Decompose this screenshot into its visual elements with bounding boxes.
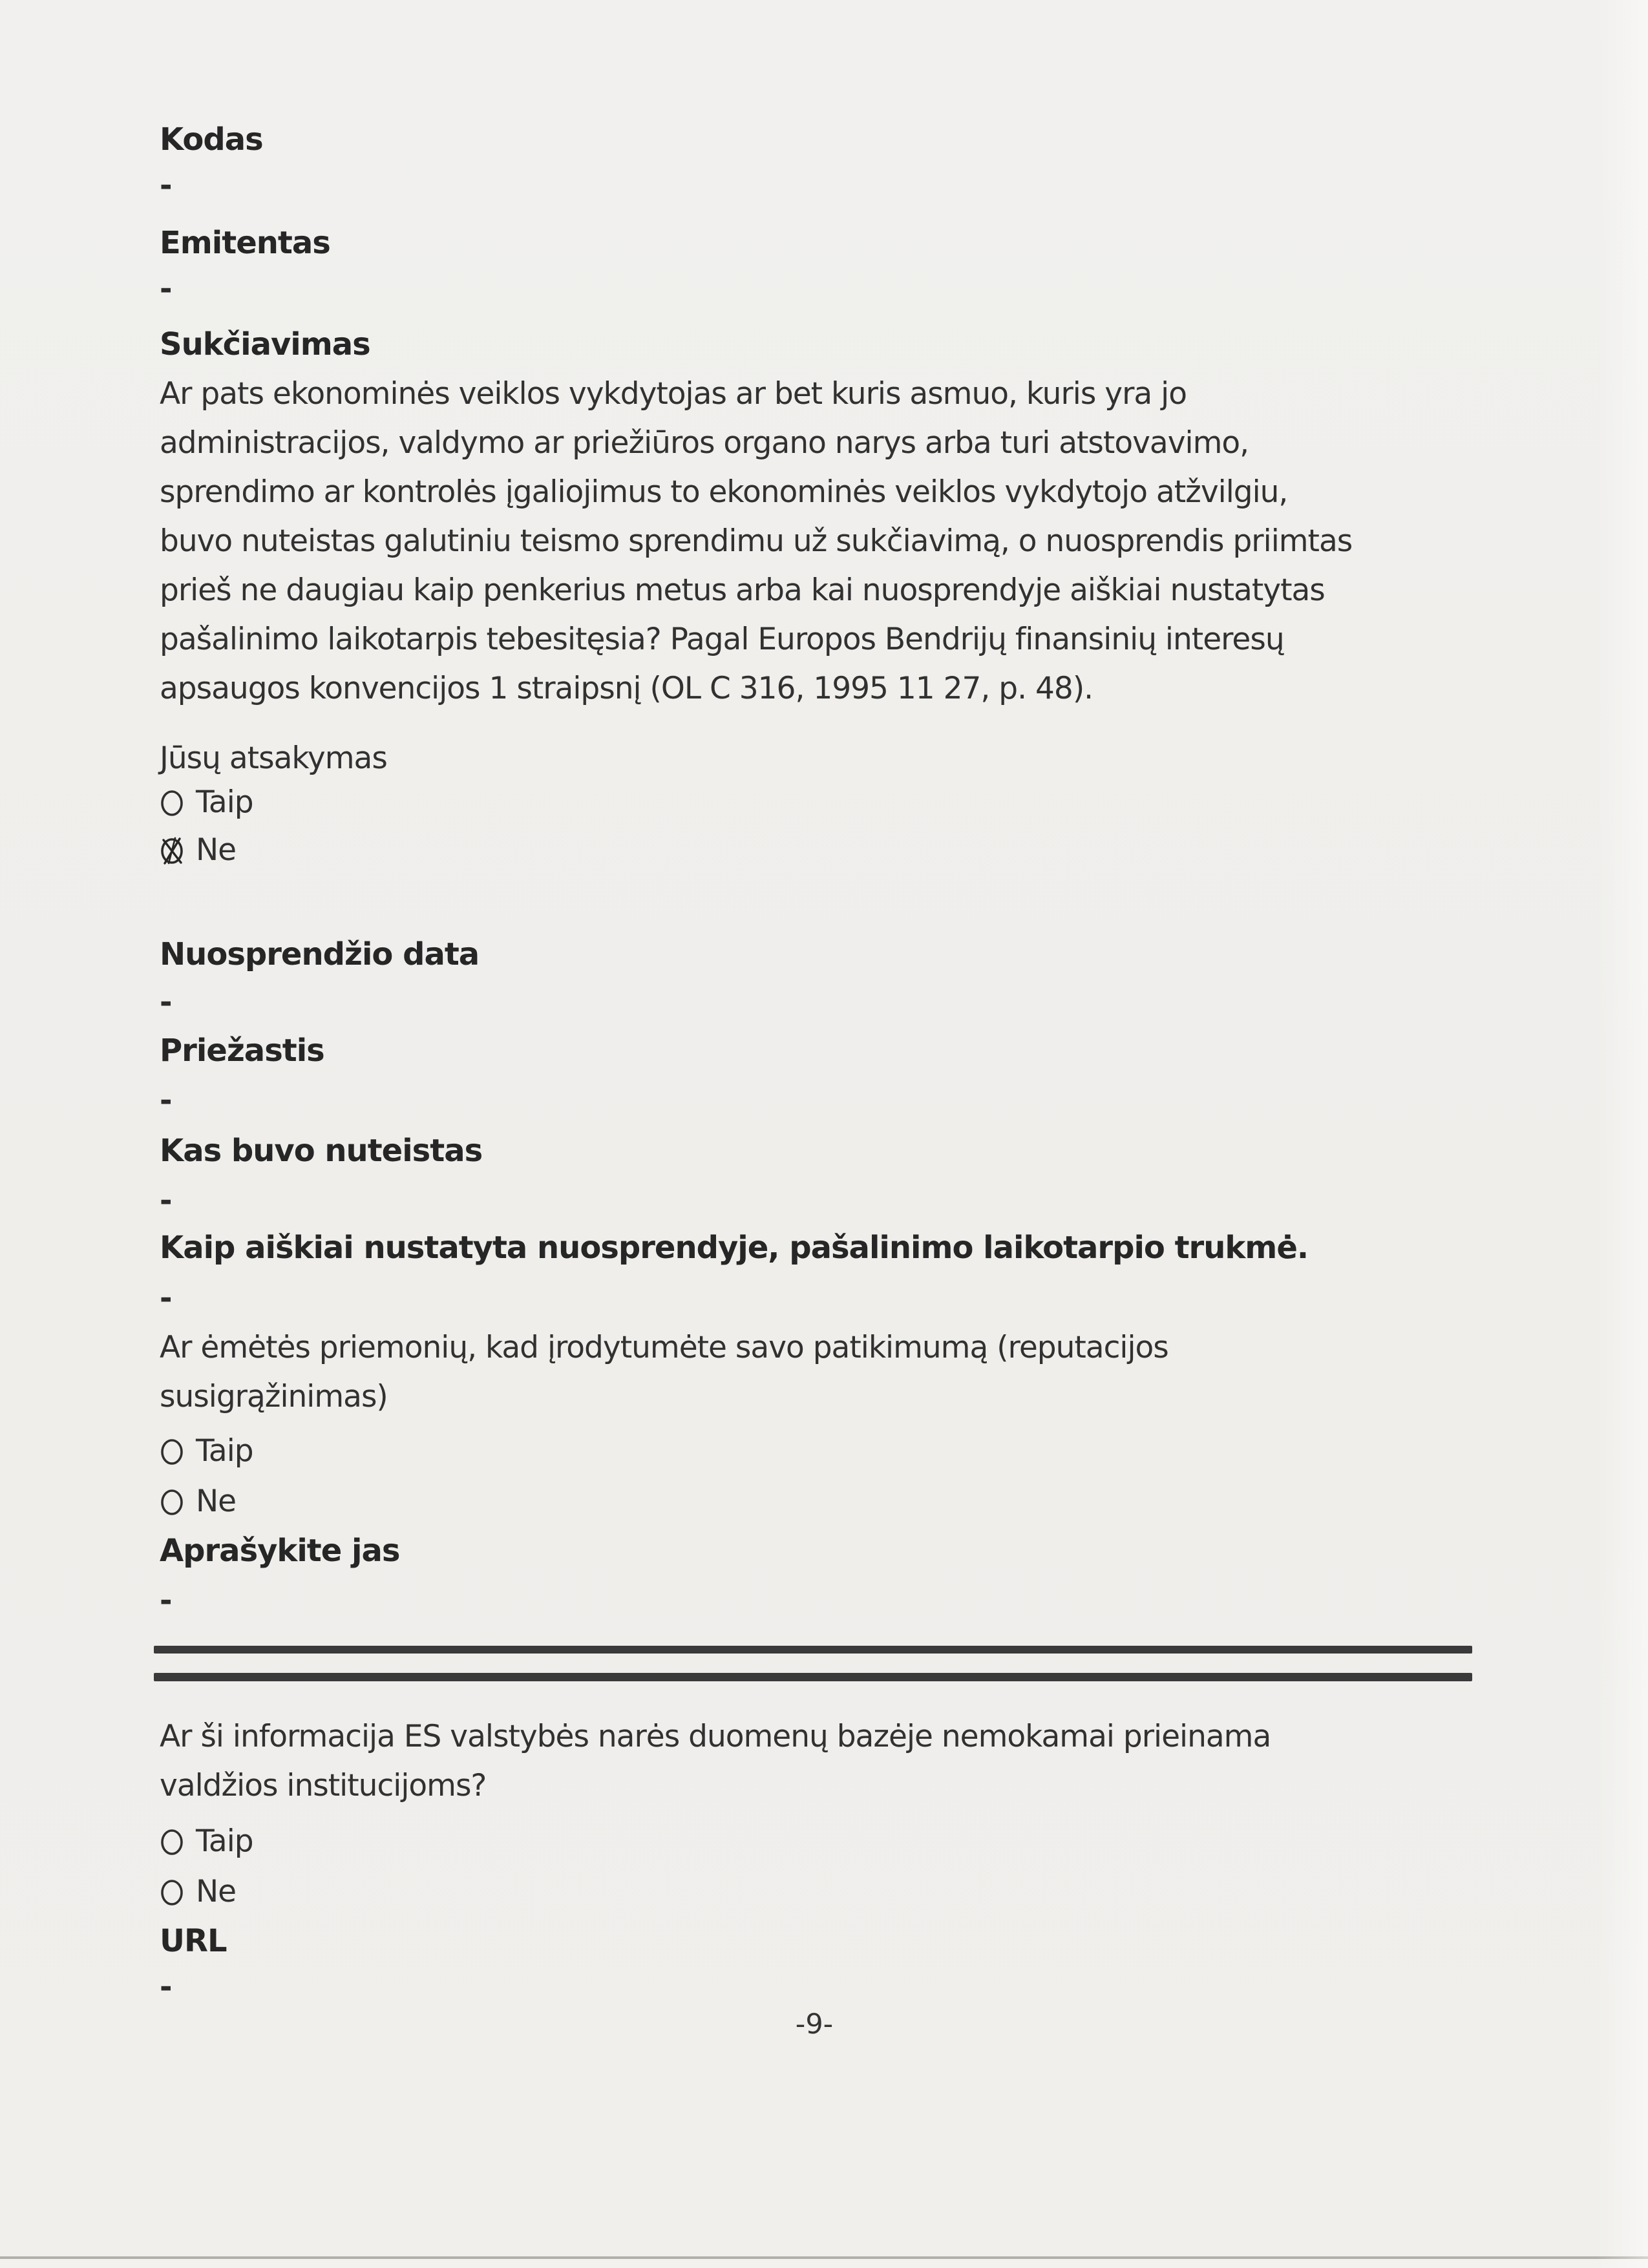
radio-unchecked-icon: [160, 786, 185, 819]
field-value-aprasykite-jas: -: [160, 1583, 172, 1619]
radio-label: Taip: [196, 784, 253, 820]
field-label-url: URL: [160, 1923, 227, 1959]
radio-option-ne: [160, 1874, 236, 1909]
field-value-kas-buvo-nuteistas: -: [160, 1183, 172, 1219]
field-label-kas-buvo-nuteistas: Kas buvo nuteistas: [160, 1133, 483, 1169]
radio-unchecked-icon: [160, 1435, 185, 1467]
answer-label: Jūsų atsakymas: [160, 740, 387, 776]
question-text-line: buvo nuteistas galutiniu teismo sprendimu už sukčiavimą, o nuosprendis priimtas: [160, 523, 1353, 559]
question-text-line: Ar ėmėtės priemonių, kad įrodytumėte savo patikimumą (reputacijos: [160, 1330, 1168, 1365]
radio-label: Taip: [196, 1823, 253, 1859]
question-text-line: sprendimo ar kontrolės įgaliojimus to ekonominės veiklos vykdytojo atžvilgiu,: [160, 474, 1288, 510]
availability-question-text: [160, 1712, 1271, 1811]
question-text-line: valdžios institucijoms?: [160, 1768, 487, 1803]
field-label-kodas: Kodas: [160, 121, 263, 158]
radio-option-ne: [160, 1484, 236, 1519]
question-text-line: Ar ši informacija ES valstybės narės duomenų bazėje nemokamai prieinama: [160, 1719, 1271, 1754]
scan-edge-shading: [1596, 0, 1648, 2268]
radio-label: Ne: [196, 832, 237, 868]
fraud-question-text: [160, 370, 1352, 713]
field-value-url: -: [160, 1969, 172, 2005]
question-text-line: Ar pats ekonominės veiklos vykdytojas ar bet kuris asmuo, kuris yra jo: [160, 376, 1187, 412]
field-value-nuosprendzio-data: -: [160, 985, 172, 1020]
radio-unchecked-icon: [160, 1486, 185, 1518]
field-value-emitentas: -: [160, 271, 172, 307]
radio-unchecked-icon: [160, 1876, 185, 1908]
field-value-pasalinimo-trukme: -: [160, 1281, 172, 1316]
field-label-nuosprendzio-data: Nuosprendžio data: [160, 936, 480, 972]
scan-background-strip: [0, 2259, 1648, 2268]
question-text-line: apsaugos konvencijos 1 straipsnį (OL C 316, 1995 11 27, p. 48).: [160, 671, 1093, 706]
radio-checked-icon: [160, 834, 185, 866]
radio-label: Ne: [196, 1874, 237, 1909]
radio-label: Taip: [196, 1433, 253, 1469]
question-text-line: susigrąžinimas): [160, 1379, 388, 1414]
field-label-emitentas: Emitentas: [160, 225, 330, 261]
section-divider-line: [154, 1673, 1472, 1681]
question-text-line: pašalinimo laikotarpis tebesitęsia? Pagal Europos Bendrijų finansinių interesų: [160, 622, 1284, 657]
field-value-kodas: -: [160, 168, 172, 204]
radio-unchecked-icon: [160, 1825, 185, 1858]
radio-option-taip: [160, 1433, 253, 1469]
field-label-pasalinimo-trukme: Kaip aiškiai nustatyta nuosprendyje, pašalinimo laikotarpio trukmė.: [160, 1230, 1309, 1266]
field-label-priezastis: Priežastis: [160, 1033, 324, 1069]
page-number: -9-: [795, 2008, 834, 2041]
radio-option-ne-selected: [160, 832, 236, 868]
radio-label: Ne: [196, 1484, 237, 1519]
self-cleaning-question-text: [160, 1323, 1168, 1422]
section-heading-sukciavimas: Sukčiavimas: [160, 326, 370, 362]
section-divider-line: [154, 1646, 1472, 1654]
field-label-aprasykite-jas: Aprašykite jas: [160, 1533, 400, 1569]
question-text-line: prieš ne daugiau kaip penkerius metus arba kai nuosprendyje aiškiai nustatytas: [160, 572, 1325, 608]
field-value-priezastis: -: [160, 1083, 172, 1118]
radio-option-taip: [160, 784, 253, 820]
radio-option-taip: [160, 1823, 253, 1859]
question-text-line: administracijos, valdymo ar priežiūros organo narys arba turi atstovavimo,: [160, 425, 1249, 461]
